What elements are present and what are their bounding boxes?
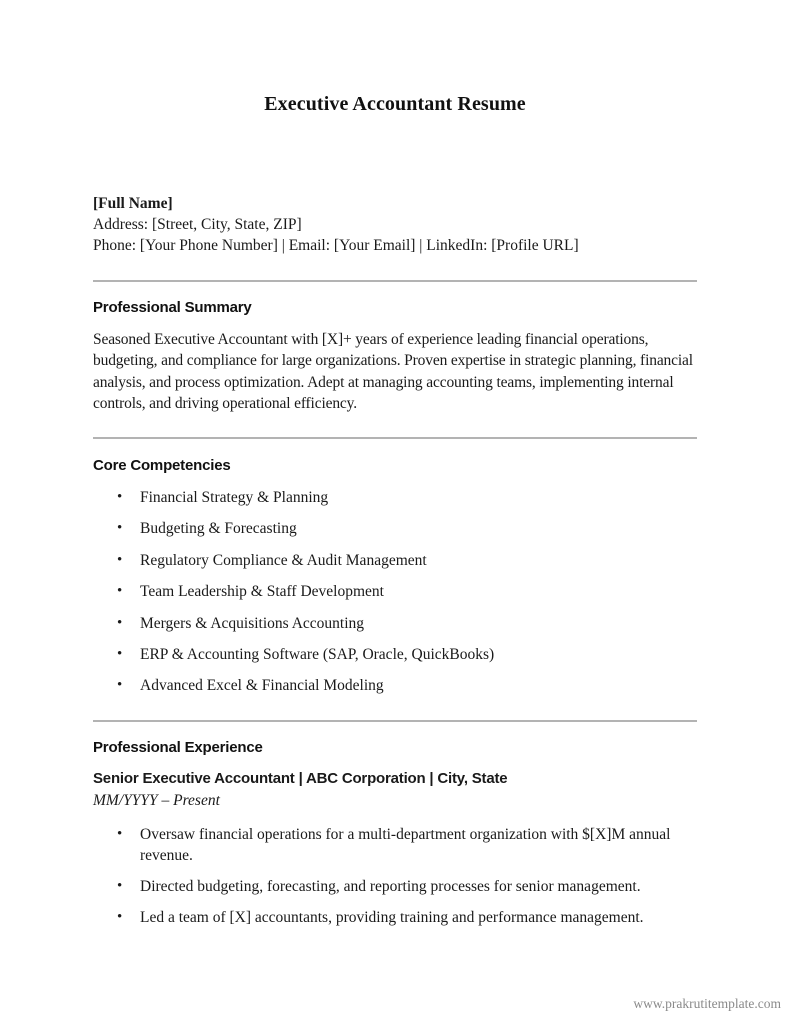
competency-item [93, 644, 494, 675]
competency-text: Advanced Excel & Financial Modeling [140, 677, 384, 695]
job-bullet-text: Oversaw financial operations for a multi-department organization with $[X]M annual revenue. [140, 826, 671, 864]
watermark-url: www.prakrutitemplate.com [633, 996, 781, 1011]
bullet-icon: • [117, 645, 123, 662]
job-bullet-item [93, 876, 700, 897]
competency-item [93, 581, 494, 612]
competency-item [93, 675, 494, 706]
bullet-icon: • [117, 826, 123, 842]
job-bullet-list [93, 824, 700, 938]
bullet-icon: • [117, 909, 123, 925]
competency-item [93, 518, 494, 549]
summary-text: Seasoned Executive Accountant with [X]+ years of experience leading financial operations, budgeting, and compliance for large organizations. Proven expertise in strategic planning, financial analysis, and process optimization. Adept at managing accounting teams, implementing internal controls, and driving operational efficiency. [93, 331, 693, 412]
competencies-heading: Core Competencies [93, 457, 231, 474]
bullet-icon: • [117, 583, 123, 600]
section-divider [93, 437, 697, 439]
competency-item [93, 487, 494, 518]
job-title-line: Senior Executive Accountant | ABC Corporation | City, State [93, 770, 508, 787]
job-bullet-text: Directed budgeting, forecasting, and reporting processes for senior management. [140, 878, 641, 895]
job-bullet-text: Led a team of [X] accountants, providing training and performance management. [140, 909, 644, 926]
summary-heading: Professional Summary [93, 299, 252, 316]
job-bullet-item [93, 907, 700, 928]
document-title: Executive Accountant Resume [264, 93, 526, 115]
address-line: Address: [Street, City, State, ZIP] [93, 216, 302, 233]
competency-text: Budgeting & Forecasting [140, 520, 297, 538]
competencies-list [93, 487, 494, 707]
bullet-icon: • [117, 614, 123, 631]
contact-block [93, 193, 579, 256]
job-dates: MM/YYYY – Present [93, 792, 220, 809]
competency-text: ERP & Accounting Software (SAP, Oracle, QuickBooks) [140, 645, 495, 663]
bullet-icon: • [117, 878, 123, 894]
contact-line: Phone: [Your Phone Number] | Email: [Your Email] | LinkedIn: [Profile URL] [93, 237, 579, 254]
competency-item [93, 550, 494, 581]
competency-text: Team Leadership & Staff Development [140, 583, 384, 601]
bullet-icon: • [117, 677, 123, 694]
competency-text: Financial Strategy & Planning [140, 489, 329, 506]
section-divider [93, 720, 697, 722]
bullet-icon: • [117, 489, 123, 505]
bullet-icon: • [117, 520, 123, 537]
bullet-icon: • [117, 551, 123, 568]
competency-text: Mergers & Acquisitions Accounting [140, 614, 365, 632]
job-bullet-item [93, 824, 700, 866]
section-divider [93, 280, 697, 282]
experience-heading: Professional Experience [93, 739, 263, 756]
competency-text: Regulatory Compliance & Audit Management [140, 551, 427, 569]
full-name: [Full Name] [93, 195, 173, 212]
competency-item [93, 613, 494, 644]
